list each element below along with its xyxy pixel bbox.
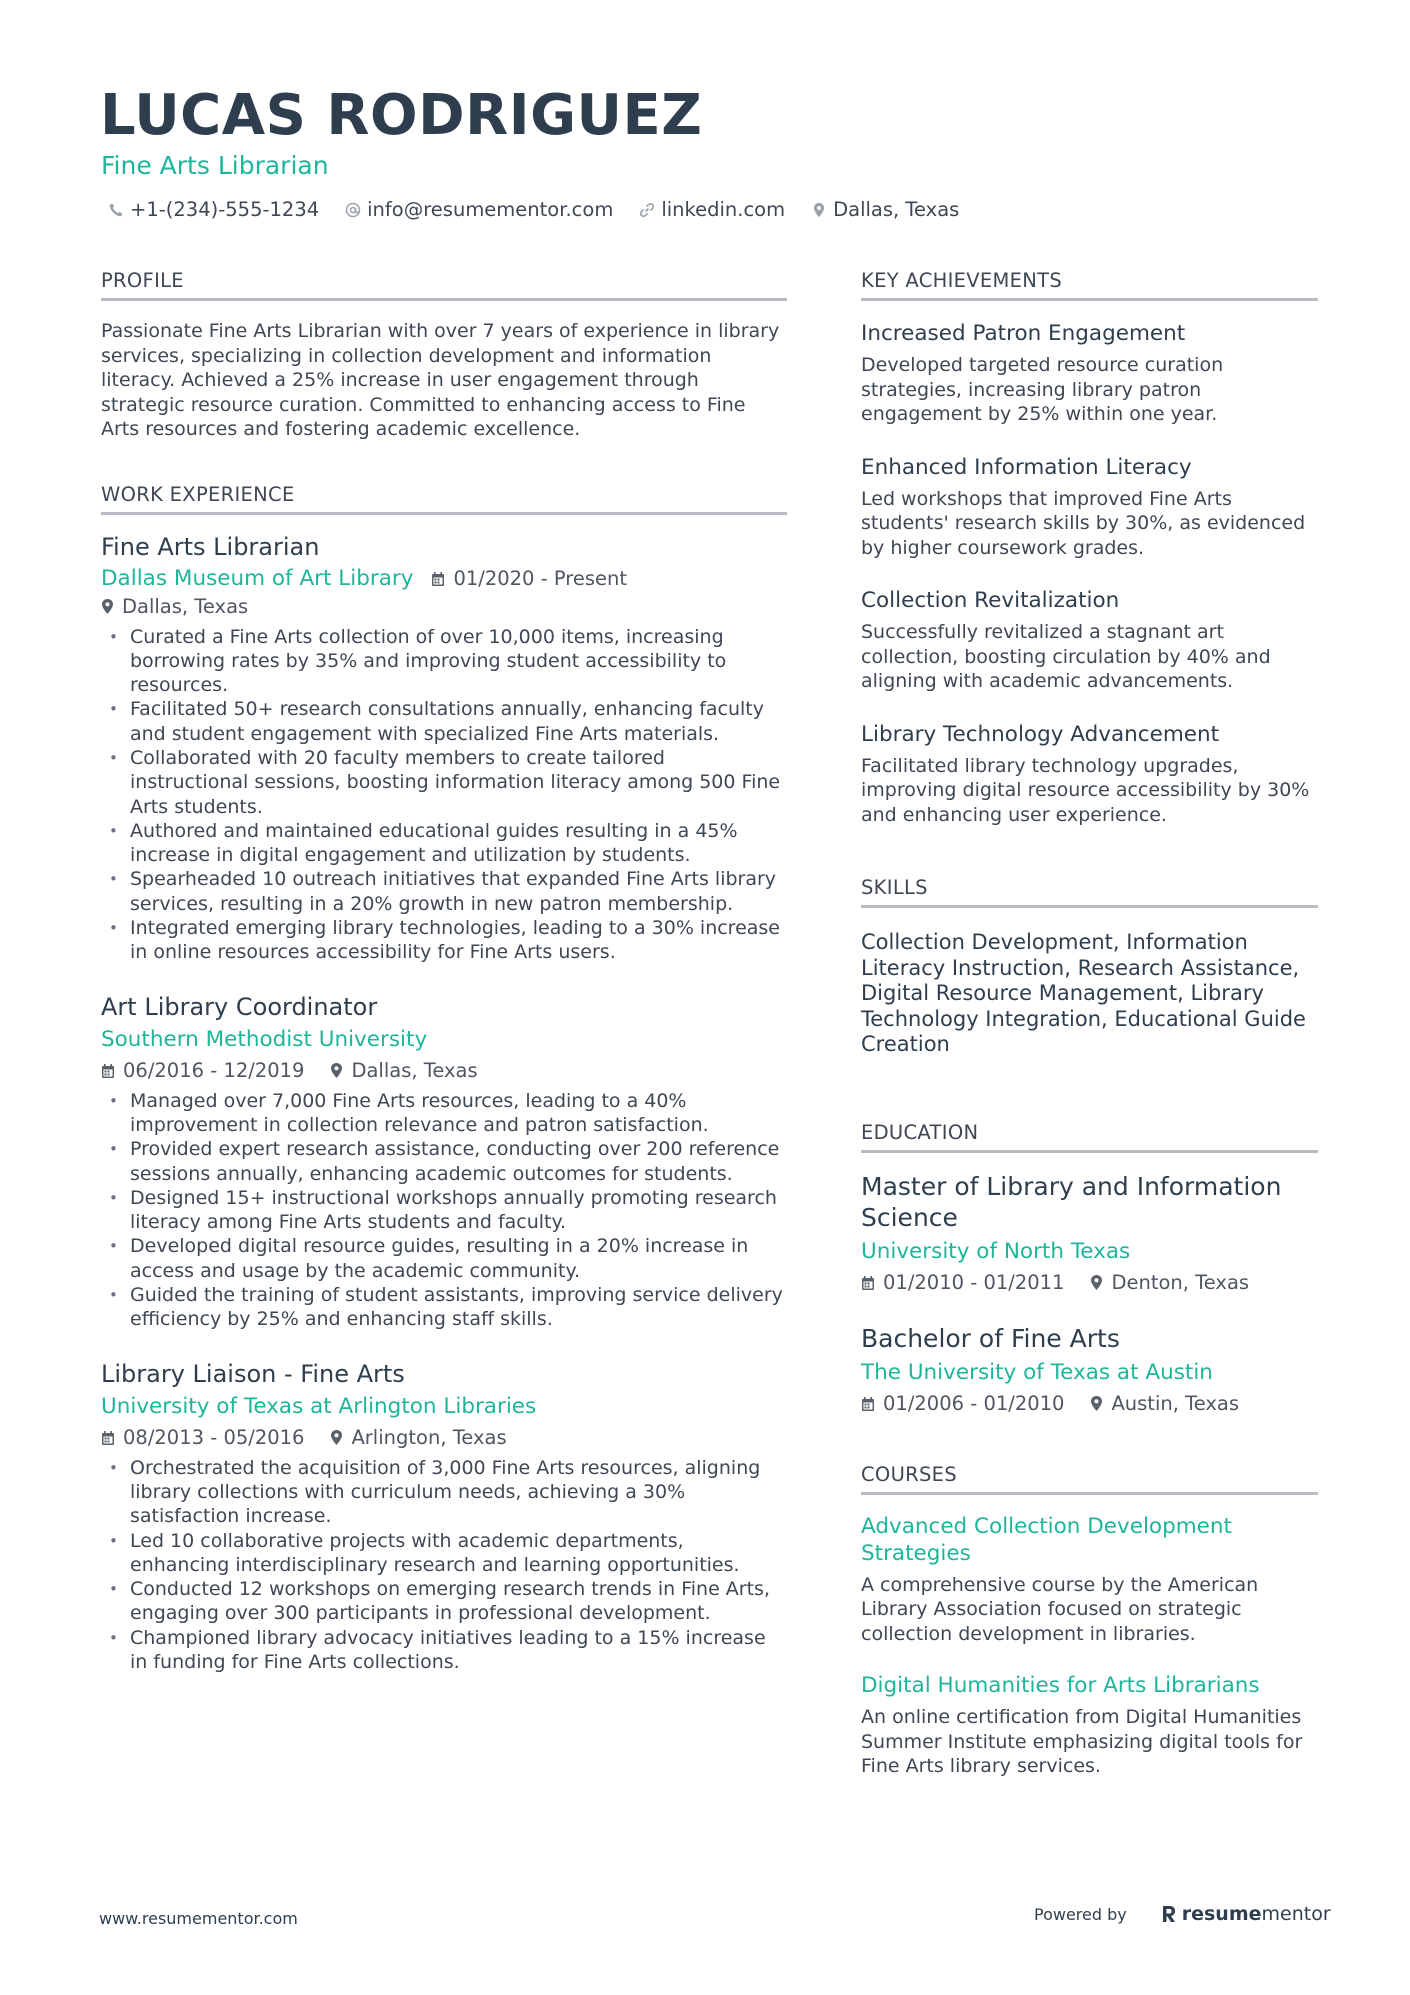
- list-item: • Integrated emerging library technologies, leading to a 30% increase in online resources accessibility for Fine Arts users.: [101, 916, 787, 965]
- map-pin-icon: [1090, 1395, 1103, 1412]
- profile-text: Passionate Fine Arts Librarian with over 7 years of experience in library services, specializing in collection development and information literacy. Achieved a 25% increase in user engagement through strategic resource curation. Committed to enhancing access to Fine Arts resources and fostering academic excellence.: [101, 320, 780, 440]
- contact-bar: [108, 198, 985, 221]
- brand-name-bold: resume: [1181, 1903, 1262, 1925]
- education-dates: [861, 1390, 1064, 1418]
- candidate-title: Fine Arts Librarian: [101, 151, 329, 180]
- achievement-desc: Successfully revitalized a stagnant art collection, boosting circulation by 40% and aligning with academic advancements.: [861, 621, 1271, 692]
- course-item: [861, 1513, 1318, 1647]
- achievement-title: Enhanced Information Literacy: [861, 454, 1192, 480]
- list-item: • Provided expert research assistance, conducting over 200 reference sessions annually, enhancing academic outcomes for students.: [101, 1137, 787, 1186]
- job-entry: [101, 1358, 787, 1675]
- achievement-desc: Developed targeted resource curation strategies, increasing library patron engagement by 25% within one year.: [861, 354, 1224, 425]
- list-item: • Developed digital resource guides, resulting in a 20% increase in access and usage by the academic community.: [101, 1234, 787, 1283]
- education-school: University of North Texas: [861, 1238, 1131, 1264]
- course-title: Digital Humanities for Arts Librarians: [861, 1673, 1260, 1698]
- left-column: [101, 268, 787, 1700]
- list-item: • Spearheaded 10 outreach initiatives that expanded Fine Arts library services, resulting in a 20% growth in new patron membership.: [101, 867, 787, 916]
- job-bullets: [101, 625, 787, 965]
- achievement-title: Increased Patron Engagement: [861, 321, 1186, 346]
- job-location-text: Dallas, Texas: [351, 1058, 478, 1082]
- achievement-desc: Led workshops that improved Fine Arts students' research skills by 30%, as evidenced by higher coursework grades.: [861, 487, 1306, 559]
- map-pin-icon: [101, 598, 114, 615]
- list-item: • Led 10 collaborative projects with academic departments, enhancing interdisciplinary research and learning opportunities.: [101, 1529, 787, 1578]
- job-bullets: [101, 1456, 787, 1675]
- list-item: • Designed 15+ instructional workshops annually promoting research literacy among Fine Arts students and faculty.: [101, 1186, 787, 1235]
- right-column: [861, 268, 1318, 1805]
- education-location: [1090, 1269, 1249, 1297]
- achievement-title: Collection Revitalization: [861, 588, 1120, 613]
- achievement-item: [861, 319, 1318, 427]
- powered-by-label: Powered by: [1034, 1904, 1127, 1924]
- job-dates: [431, 565, 627, 593]
- education-degree: Master of Library and Information Science: [861, 1171, 1282, 1232]
- phone-icon: [108, 202, 124, 218]
- contact-linkedin[interactable]: [639, 198, 785, 221]
- footer-website[interactable]: www.resumementor.com: [99, 1909, 298, 1928]
- contact-email[interactable]: [345, 198, 613, 221]
- footer-branding: [1034, 1903, 1331, 1925]
- brand-name-light: mentor: [1261, 1903, 1331, 1925]
- list-item: • Championed library advocacy initiatives leading to a 15% increase in funding for Fine Arts collections.: [101, 1626, 787, 1675]
- calendar-icon: [101, 1430, 115, 1446]
- brand-logo-icon: [1161, 1904, 1177, 1924]
- contact-location: [811, 198, 959, 221]
- education-heading: EDUCATION: [861, 1120, 1318, 1153]
- map-pin-icon: [330, 1062, 343, 1079]
- job-dates-text: 08/2013 - 05/2016: [123, 1425, 305, 1449]
- calendar-icon: [861, 1396, 875, 1412]
- education-degree: Bachelor of Fine Arts: [861, 1323, 1120, 1353]
- link-icon: [639, 202, 655, 218]
- job-location: [330, 1424, 506, 1452]
- job-dates: [101, 1424, 304, 1452]
- course-desc: A comprehensive course by the American Library Association focused on strategic collection development in libraries.: [861, 1573, 1259, 1645]
- achievement-item: [861, 453, 1318, 561]
- list-item: • Curated a Fine Arts collection of over 10,000 items, increasing borrowing rates by 35% and improving student accessibility to resources.: [101, 625, 787, 698]
- calendar-icon: [101, 1063, 115, 1079]
- calendar-icon: [431, 571, 445, 587]
- education-dates-text: 01/2006 - 01/2010: [883, 1391, 1065, 1415]
- list-item: • Managed over 7,000 Fine Arts resources, leading to a 40% improvement in collection relevance and patron satisfaction.: [101, 1089, 787, 1138]
- location-text: Dallas, Texas: [833, 198, 960, 221]
- job-org: University of Texas at Arlington Libraries: [101, 1393, 537, 1419]
- courses-heading: COURSES: [861, 1462, 1318, 1495]
- job-bullets: [101, 1089, 787, 1332]
- education-location-text: Denton, Texas: [1111, 1270, 1250, 1294]
- list-item: • Conducted 12 workshops on emerging research trends in Fine Arts, engaging over 300 participants in professional development.: [101, 1577, 787, 1626]
- achievement-desc: Facilitated library technology upgrades, improving digital resource accessibility by 30% and enhancing user experience.: [861, 754, 1310, 826]
- job-org: Dallas Museum of Art Library: [101, 565, 414, 591]
- profile-heading: PROFILE: [101, 268, 787, 301]
- course-desc: An online certification from Digital Humanities Summer Institute emphasizing digital tools for Fine Arts library services.: [861, 1706, 1303, 1777]
- list-item: • Collaborated with 20 faculty members to create tailored instructional sessions, boosting information literacy among 500 Fine Arts students.: [101, 746, 787, 819]
- job-org: Southern Methodist University: [101, 1026, 428, 1052]
- list-item: • Authored and maintained educational guides resulting in a 45% increase in digital engagement and utilization by students.: [101, 819, 787, 868]
- education-item: [861, 1323, 1318, 1418]
- job-title: Art Library Coordinator: [101, 992, 378, 1021]
- job-entry: [101, 991, 787, 1332]
- job-location: [101, 593, 248, 621]
- education-meta: [861, 1269, 1318, 1297]
- job-location-text: Dallas, Texas: [122, 594, 249, 618]
- achievement-title: Library Technology Advancement: [861, 721, 1220, 747]
- experience-heading: WORK EXPERIENCE: [101, 482, 787, 515]
- job-title: Library Liaison - Fine Arts: [101, 1359, 405, 1388]
- skills-text: Collection Development, Information Literacy Instruction, Research Assistance, Digital Resource Management, Library Technology Integration, Educational Guide Creation: [861, 930, 1306, 1056]
- job-title: Fine Arts Librarian: [101, 532, 320, 561]
- map-pin-icon: [1090, 1274, 1103, 1291]
- phone-text: +1-(234)-555-1234: [130, 198, 320, 221]
- linkedin-text: linkedin.com: [661, 198, 786, 221]
- job-dates-text: 01/2020 - Present: [453, 566, 628, 590]
- course-item: [861, 1672, 1318, 1779]
- map-pin-icon: [811, 202, 827, 218]
- list-item: • Guided the training of student assistants, improving service delivery efficiency by 25% and enhancing staff skills.: [101, 1283, 787, 1332]
- job-meta: [101, 1057, 787, 1085]
- list-item: • Facilitated 50+ research consultations annually, enhancing faculty and student engagement with specialized Fine Arts materials.: [101, 697, 787, 746]
- education-location-text: Austin, Texas: [1111, 1391, 1240, 1415]
- at-icon: [345, 202, 361, 218]
- achievement-item: [861, 720, 1318, 828]
- course-title: Advanced Collection Development Strategies: [861, 1513, 1232, 1566]
- education-dates-text: 01/2010 - 01/2011: [883, 1270, 1065, 1294]
- candidate-name: LUCAS RODRIGUEZ: [100, 83, 703, 148]
- job-meta: [101, 565, 787, 621]
- calendar-icon: [861, 1275, 875, 1291]
- brand-logo[interactable]: [1161, 1903, 1331, 1925]
- job-entry: [101, 531, 787, 965]
- job-meta: [101, 1424, 787, 1452]
- contact-phone[interactable]: [108, 198, 319, 221]
- skills-heading: SKILLS: [861, 875, 1318, 908]
- achievement-item: [861, 586, 1318, 694]
- education-item: [861, 1171, 1318, 1297]
- achievements-heading: KEY ACHIEVEMENTS: [861, 268, 1318, 301]
- list-item: • Orchestrated the acquisition of 3,000 Fine Arts resources, aligning library collections with curriculum needs, achieving a 30% satisfaction increase.: [101, 1456, 787, 1529]
- education-meta: [861, 1390, 1318, 1418]
- education-dates: [861, 1269, 1064, 1297]
- email-text: info@resumementor.com: [367, 198, 614, 221]
- job-location: [330, 1057, 477, 1085]
- education-location: [1090, 1390, 1239, 1418]
- education-school: The University of Texas at Austin: [861, 1359, 1213, 1385]
- job-dates-text: 06/2016 - 12/2019: [123, 1058, 305, 1082]
- map-pin-icon: [330, 1429, 343, 1446]
- job-location-text: Arlington, Texas: [351, 1425, 507, 1449]
- job-dates: [101, 1057, 304, 1085]
